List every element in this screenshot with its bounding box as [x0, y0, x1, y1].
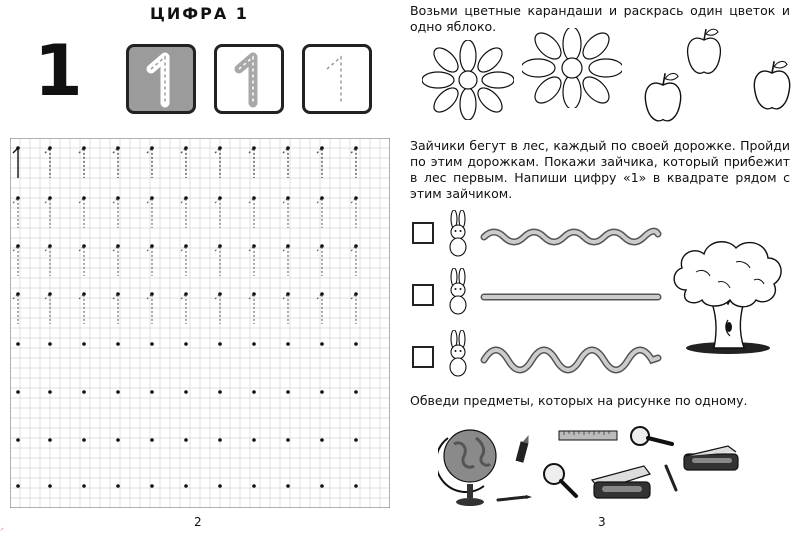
apple-icon: [640, 70, 686, 126]
trace-digit-one: [351, 198, 356, 228]
trace-digit-one: [13, 148, 18, 178]
start-dot: [16, 342, 20, 346]
start-dot: [82, 484, 86, 488]
bunny-icon: [444, 210, 472, 258]
task-2-text: Зайчики бегут в лес, каждый по своей дорожке. Пройди по этим дорожкам. Покажи зайчика, который прибежит в лес первым. Напиши цифру «1» в квадрате рядом с этим зайчиком.: [410, 138, 790, 201]
trace-digit-one: [215, 294, 220, 324]
start-dot: [252, 342, 256, 346]
start-dot: [320, 390, 324, 394]
trace-digit-one: [45, 198, 50, 228]
trace-digit-one: [215, 246, 220, 276]
trace-digit-one: [181, 246, 186, 276]
trace-digit-one: [13, 198, 18, 228]
digit-box-filled: [126, 44, 196, 114]
trace-digit-one: [317, 198, 322, 228]
trace-digit-one: [181, 148, 186, 178]
trace-digit-one: [317, 246, 322, 276]
start-dot: [150, 292, 154, 296]
start-dot: [218, 196, 222, 200]
start-dot: [184, 146, 188, 150]
start-dot: [184, 244, 188, 248]
start-dot: [252, 146, 256, 150]
start-dot: [286, 342, 290, 346]
start-dot: [286, 292, 290, 296]
page-number-left: 2: [194, 515, 202, 529]
start-dot: [16, 438, 20, 442]
trace-digit-one: [283, 246, 288, 276]
trace-digit-one: [317, 148, 322, 178]
start-dot: [320, 342, 324, 346]
start-dot: [286, 146, 290, 150]
trace-digit-one: [351, 294, 356, 324]
answer-checkbox-3[interactable]: [412, 346, 434, 368]
start-dot: [116, 146, 120, 150]
magnifier-icon: [540, 460, 580, 500]
start-dot: [354, 292, 358, 296]
start-dot: [150, 196, 154, 200]
start-dot: [354, 196, 358, 200]
start-dot: [286, 390, 290, 394]
start-dot: [16, 244, 20, 248]
start-dot: [218, 342, 222, 346]
digit-one-icon: [305, 47, 369, 111]
start-dot: [150, 390, 154, 394]
page-title: ЦИФРА 1: [150, 4, 249, 23]
start-dot: [320, 292, 324, 296]
start-dot: [48, 342, 52, 346]
corner-mark: ⸝: [0, 523, 4, 532]
start-dot: [252, 484, 256, 488]
start-dot: [48, 146, 52, 150]
trace-digit-one: [317, 294, 322, 324]
trace-digit-one: [215, 148, 220, 178]
trace-digit-one: [13, 246, 18, 276]
page-number-right: 3: [598, 515, 606, 529]
start-dot: [218, 438, 222, 442]
start-dot: [320, 484, 324, 488]
start-dot: [116, 244, 120, 248]
start-dot: [252, 438, 256, 442]
apple-icon: [684, 26, 724, 78]
start-dot: [184, 438, 188, 442]
pen-icon: [662, 464, 680, 494]
pencil-case-icon: [682, 444, 740, 474]
start-dot: [116, 438, 120, 442]
bunny-icon: [444, 330, 472, 378]
trace-digit-one: [351, 246, 356, 276]
start-dot: [320, 244, 324, 248]
start-dot: [150, 484, 154, 488]
start-dot: [116, 342, 120, 346]
start-dot: [320, 438, 324, 442]
start-dot: [354, 390, 358, 394]
start-dot: [116, 196, 120, 200]
trace-digit-one: [45, 294, 50, 324]
trace-digit-one: [113, 246, 118, 276]
start-dot: [82, 146, 86, 150]
ruler-icon: [558, 430, 618, 442]
trace-digit-one: [283, 148, 288, 178]
start-dot: [218, 244, 222, 248]
trace-digit-one: [147, 246, 152, 276]
start-dot: [218, 484, 222, 488]
big-digit: 1: [34, 30, 83, 112]
start-dot: [184, 390, 188, 394]
trace-digit-one: [283, 198, 288, 228]
start-dot: [48, 438, 52, 442]
start-dot: [354, 342, 358, 346]
start-dot: [184, 342, 188, 346]
start-dot: [320, 146, 324, 150]
trace-digit-one: [181, 294, 186, 324]
handwriting-grid: [10, 138, 390, 508]
marker-icon: [514, 432, 530, 466]
trace-digit-one: [351, 148, 356, 178]
start-dot: [116, 484, 120, 488]
start-dot: [184, 196, 188, 200]
digit-one-icon: [217, 47, 281, 111]
start-dot: [48, 390, 52, 394]
start-dot: [354, 484, 358, 488]
start-dot: [48, 484, 52, 488]
trace-digit-one: [113, 294, 118, 324]
trace-digit-one: [181, 198, 186, 228]
start-dot: [354, 244, 358, 248]
answer-checkbox-2[interactable]: [412, 284, 434, 306]
path-wavy-large: [480, 340, 662, 380]
tracing-grid: [10, 138, 390, 508]
digit-one-icon: [129, 47, 193, 111]
trace-digit-one: [113, 148, 118, 178]
start-dot: [116, 292, 120, 296]
task-3-text: Обведи предметы, которых на рисунке по одному.: [410, 393, 748, 408]
globe-icon: [438, 424, 502, 508]
trace-digit-one: [215, 198, 220, 228]
digit-box-grey: [214, 44, 284, 114]
start-dot: [16, 390, 20, 394]
trace-digit-one: [45, 246, 50, 276]
start-dot: [252, 196, 256, 200]
start-dot: [252, 292, 256, 296]
trace-digit-one: [13, 294, 18, 324]
start-dot: [16, 196, 20, 200]
start-dot: [16, 292, 20, 296]
start-dot: [48, 292, 52, 296]
start-dot: [218, 292, 222, 296]
start-dot: [82, 292, 86, 296]
start-dot: [354, 146, 358, 150]
trace-digit-one: [147, 294, 152, 324]
start-dot: [48, 196, 52, 200]
start-dot: [150, 438, 154, 442]
start-dot: [218, 146, 222, 150]
trace-digit-one: [113, 198, 118, 228]
flower-icon: [422, 40, 514, 120]
path-wavy-small: [480, 222, 662, 252]
start-dot: [82, 390, 86, 394]
right-page: [400, 0, 800, 533]
start-dot: [16, 484, 20, 488]
start-dot: [184, 484, 188, 488]
start-dot: [286, 438, 290, 442]
flower-icon: [522, 28, 622, 108]
start-dot: [286, 196, 290, 200]
pencil-case-icon: [588, 462, 654, 502]
start-dot: [218, 390, 222, 394]
start-dot: [82, 438, 86, 442]
start-dot: [286, 244, 290, 248]
start-dot: [82, 244, 86, 248]
apple-icon: [750, 58, 794, 114]
start-dot: [184, 292, 188, 296]
start-dot: [82, 196, 86, 200]
trace-digit-one: [147, 198, 152, 228]
start-dot: [286, 484, 290, 488]
start-dot: [252, 244, 256, 248]
start-dot: [252, 390, 256, 394]
trace-digit-one: [45, 148, 50, 178]
start-dot: [82, 342, 86, 346]
task-1-text: Возьми цветные карандаши и раскрась один цветок и одно яблоко.: [410, 3, 790, 34]
start-dot: [150, 146, 154, 150]
magnifier-icon: [628, 424, 676, 448]
start-dot: [116, 390, 120, 394]
start-dot: [48, 244, 52, 248]
start-dot: [150, 342, 154, 346]
start-dot: [320, 196, 324, 200]
answer-checkbox-1[interactable]: [412, 222, 434, 244]
tree-icon: [666, 232, 790, 356]
bunny-icon: [444, 268, 472, 316]
start-dot: [16, 146, 20, 150]
start-dot: [150, 244, 154, 248]
path-straight: [480, 287, 662, 307]
trace-digit-one: [147, 148, 152, 178]
trace-digit-one: [283, 294, 288, 324]
digit-box-dotted: [302, 44, 372, 114]
pen-icon: [496, 492, 532, 506]
start-dot: [354, 438, 358, 442]
